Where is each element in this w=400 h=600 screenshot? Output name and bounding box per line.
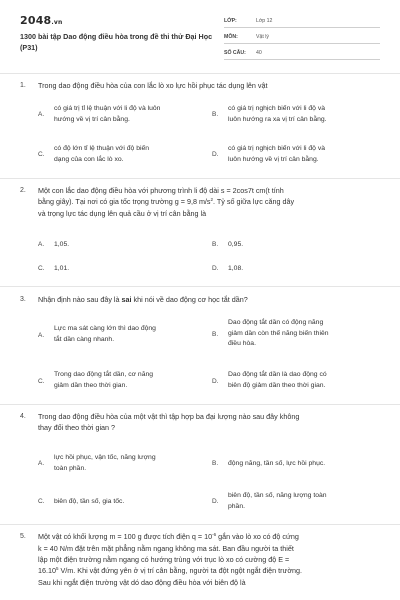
question-number: 5. — [20, 533, 26, 540]
divider — [0, 404, 400, 405]
question-text: Một vật có khối lượng m = 100 g được tích điện $q = 10^{-6}$ gắn vào lò xo có độ cứng k = 40 N/m đặt trên mặt phẳng nằm ngang không ma sát. Ban đầu người ta thiết lập một điện trường nằm ngang có hướng trùng với trục lò xo có cường độ E = $16.10^5$ V/m. Khi vật đứng yên ở vị trí cân bằng, người ta đột ngột ngắt điện trường. Sau khi ngắt điện trường vật dó dao động điều hòa với biên độ là — [38, 532, 303, 587]
question-text: Trong dao động điều hòa của con lắc lò xo lực hồi phục tác dụng lên vật — [38, 81, 268, 90]
question-number: 2. — [20, 187, 26, 194]
option-b[interactable]: B. có giá trị nghịch biến với li độ và luôn hướng ra xa vị trí cân bằng. — [212, 105, 327, 123]
divider — [0, 286, 400, 287]
question-text: Trong dao động điều hòa của một vật thì tập hợp ba đại lượng nào sau đây không thay đổi theo thời gian ? — [38, 412, 300, 432]
question-text: Một con lắc dao động điều hòa với phương trình li độ dài s = 2cos7t cm(t tính bằng giây). Tại nơi có gia tốc trọng trường g = 9,8 $m/s^2$. Tỷ số giữa lực căng dây và trọng lực tác dụng lên quả cầu ở vị trí cân bằng là — [38, 186, 295, 218]
option-b[interactable]: B. Dao động tắt dần có động năng giảm dần còn thế năng biến thiên điều hòa. — [212, 319, 329, 347]
option-c[interactable]: C. có độ lớn tỉ lệ thuận với độ biến dạng của con lắc lò xo. — [38, 145, 150, 163]
divider — [0, 178, 400, 179]
option-a[interactable]: A. 1,05. — [38, 241, 70, 248]
option-a[interactable]: A. có giá trị tỉ lệ thuận với li độ và luôn hướng về vị trí cân bằng. — [38, 105, 161, 123]
document-header — [0, 0, 400, 64]
meta-row-count: SỐ CÂU: 40 — [224, 46, 380, 60]
meta-panel — [224, 14, 380, 62]
divider — [0, 73, 400, 74]
option-d[interactable]: D. Dao động tắt dần là dao động có biên độ giảm dần theo thời gian. — [212, 371, 327, 389]
meta-row-subject: MÔN: Vật lý — [224, 30, 380, 44]
option-b[interactable]: B. 0,95. — [212, 241, 244, 248]
question-number: 3. — [20, 296, 26, 303]
option-a[interactable]: A. Lực ma sát càng lớn thì dao động tắt dần càng nhanh. — [38, 325, 156, 343]
option-b[interactable]: B. động năng, tần số, lực hồi phục. — [212, 460, 326, 467]
option-a[interactable]: A. lực hồi phục, vận tốc, năng lượng toàn phần. — [38, 454, 156, 472]
site-logo[interactable]: 2048.vn — [20, 14, 63, 27]
option-c[interactable]: C. Trong dao động tắt dần, cơ năng giảm dần theo thời gian. — [38, 371, 154, 389]
option-c[interactable]: C. biên độ, tần số, gia tốc. — [38, 498, 125, 505]
question-number: 4. — [20, 413, 26, 420]
option-d[interactable]: D. có giá trị nghịch biến với li độ và luôn hướng về vị trí cân bằng. — [212, 145, 326, 163]
document-title: 1300 bài tập Dao động điều hòa trong đề thi thử Đại Học (P31) — [20, 32, 213, 52]
option-d[interactable]: D. 1,08. — [212, 265, 244, 272]
meta-row-grade: LỚP: Lớp 12 — [224, 14, 380, 28]
divider — [0, 524, 400, 525]
question-text: Nhận định nào sau đây là sai khi nói về dao động cơ học tắt dần? — [38, 295, 248, 304]
option-c[interactable]: C. 1,01. — [38, 265, 70, 272]
option-d[interactable]: D. biên độ, tần số, năng lượng toàn phần. — [212, 492, 327, 510]
question-number: 1. — [20, 82, 26, 89]
